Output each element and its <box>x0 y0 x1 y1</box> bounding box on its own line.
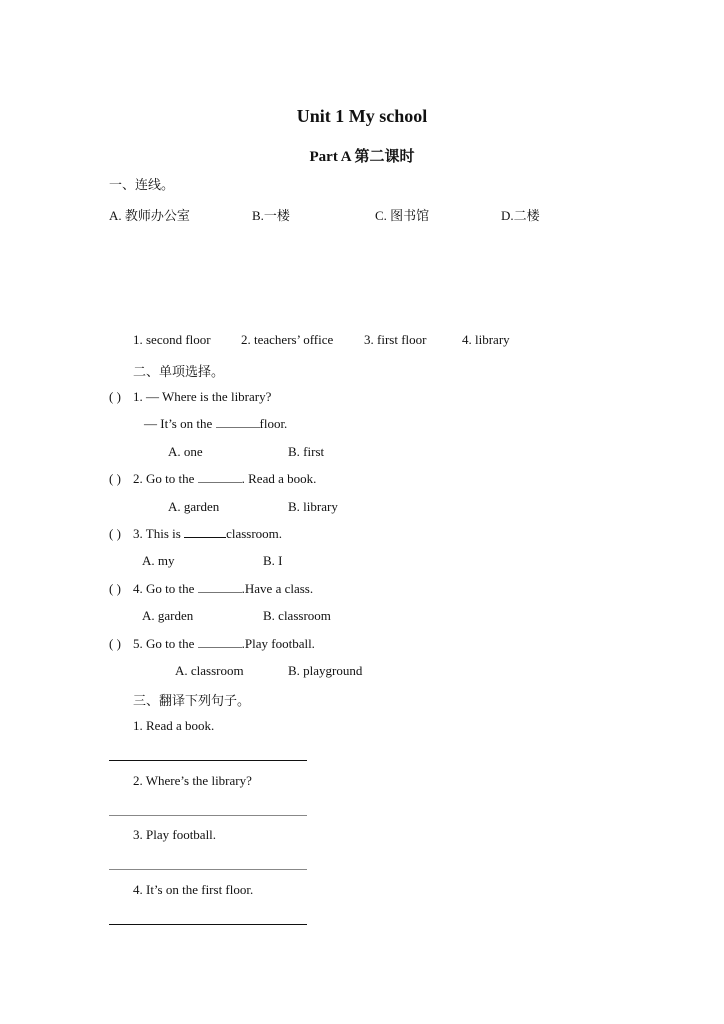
page-subtitle: Part A 第二课时 <box>309 149 415 165</box>
question-5-stem-pre: 5. Go to the <box>133 636 198 651</box>
page-title: Unit 1 My school <box>296 106 428 126</box>
match-chinese-d: D.二楼 <box>501 208 540 223</box>
translate-item-2: 2. Where’s the library? <box>133 773 252 788</box>
question-3-stem-post: classroom. <box>226 526 283 541</box>
section2-heading: 二、单项选择。 <box>133 364 225 379</box>
question-5-option-b: B. playground <box>288 663 363 678</box>
answer-line-3[interactable] <box>109 869 307 870</box>
translate-item-3: 3. Play football. <box>133 827 217 842</box>
match-english-1: 1. second floor <box>133 332 211 347</box>
question-1-line2-post: floor. <box>259 416 288 431</box>
question-1-option-b: B. first <box>288 444 325 459</box>
question-2-blank[interactable] <box>198 471 242 483</box>
question-2-stem-post: . Read a book. <box>241 471 317 486</box>
question-4-paren[interactable]: ( ) <box>109 581 121 596</box>
question-2-stem-pre: 2. Go to the <box>133 471 198 486</box>
question-4-option-a: A. garden <box>142 608 194 623</box>
question-1-paren[interactable]: ( ) <box>109 389 121 404</box>
match-chinese-c: C. 图书馆 <box>375 208 430 223</box>
question-3-stem <box>133 526 282 542</box>
question-1-line2 <box>144 416 287 432</box>
question-1-stem <box>133 389 271 405</box>
section1-heading: 一、连线。 <box>109 177 175 192</box>
question-3-option-a: A. my <box>142 553 175 568</box>
question-2-option-b: B. library <box>288 499 338 514</box>
question-1-line2-pre: — It’s on the <box>144 416 216 431</box>
question-2-stem <box>133 471 316 487</box>
match-english-4: 4. library <box>462 332 510 347</box>
question-4-stem-post: .Have a class. <box>241 581 314 596</box>
question-5-blank[interactable] <box>198 636 242 648</box>
question-1-stem-text: 1. — Where is the library? <box>133 389 272 404</box>
match-chinese-b: B.一楼 <box>252 208 290 223</box>
match-chinese-a: A. 教师办公室 <box>109 208 190 223</box>
question-5-option-a: A. classroom <box>175 663 244 678</box>
question-3-blank[interactable] <box>184 526 226 538</box>
answer-line-4[interactable] <box>109 924 307 925</box>
section3-heading: 三、翻译下列句子。 <box>133 693 251 708</box>
question-1-option-a: A. one <box>168 444 203 459</box>
question-4-stem-pre: 4. Go to the <box>133 581 198 596</box>
question-2-option-a: A. garden <box>168 499 220 514</box>
question-1-blank[interactable] <box>216 416 260 428</box>
question-5-stem-post: .Play football. <box>241 636 315 651</box>
translate-item-4: 4. It’s on the first floor. <box>133 882 254 897</box>
match-english-3: 3. first floor <box>364 332 427 347</box>
question-4-option-b: B. classroom <box>263 608 331 623</box>
question-5-paren[interactable]: ( ) <box>109 636 121 651</box>
match-english-2: 2. teachers’ office <box>241 332 334 347</box>
answer-line-2[interactable] <box>109 815 307 816</box>
question-4-stem <box>133 581 313 597</box>
translate-item-1: 1. Read a book. <box>133 718 215 733</box>
question-4-blank[interactable] <box>198 581 242 593</box>
question-3-option-b: B. I <box>263 553 283 568</box>
question-3-stem-pre: 3. This is <box>133 526 185 541</box>
question-3-paren[interactable]: ( ) <box>109 526 121 541</box>
answer-line-1[interactable] <box>109 760 307 761</box>
question-2-paren[interactable]: ( ) <box>109 471 121 486</box>
question-5-stem <box>133 636 315 652</box>
